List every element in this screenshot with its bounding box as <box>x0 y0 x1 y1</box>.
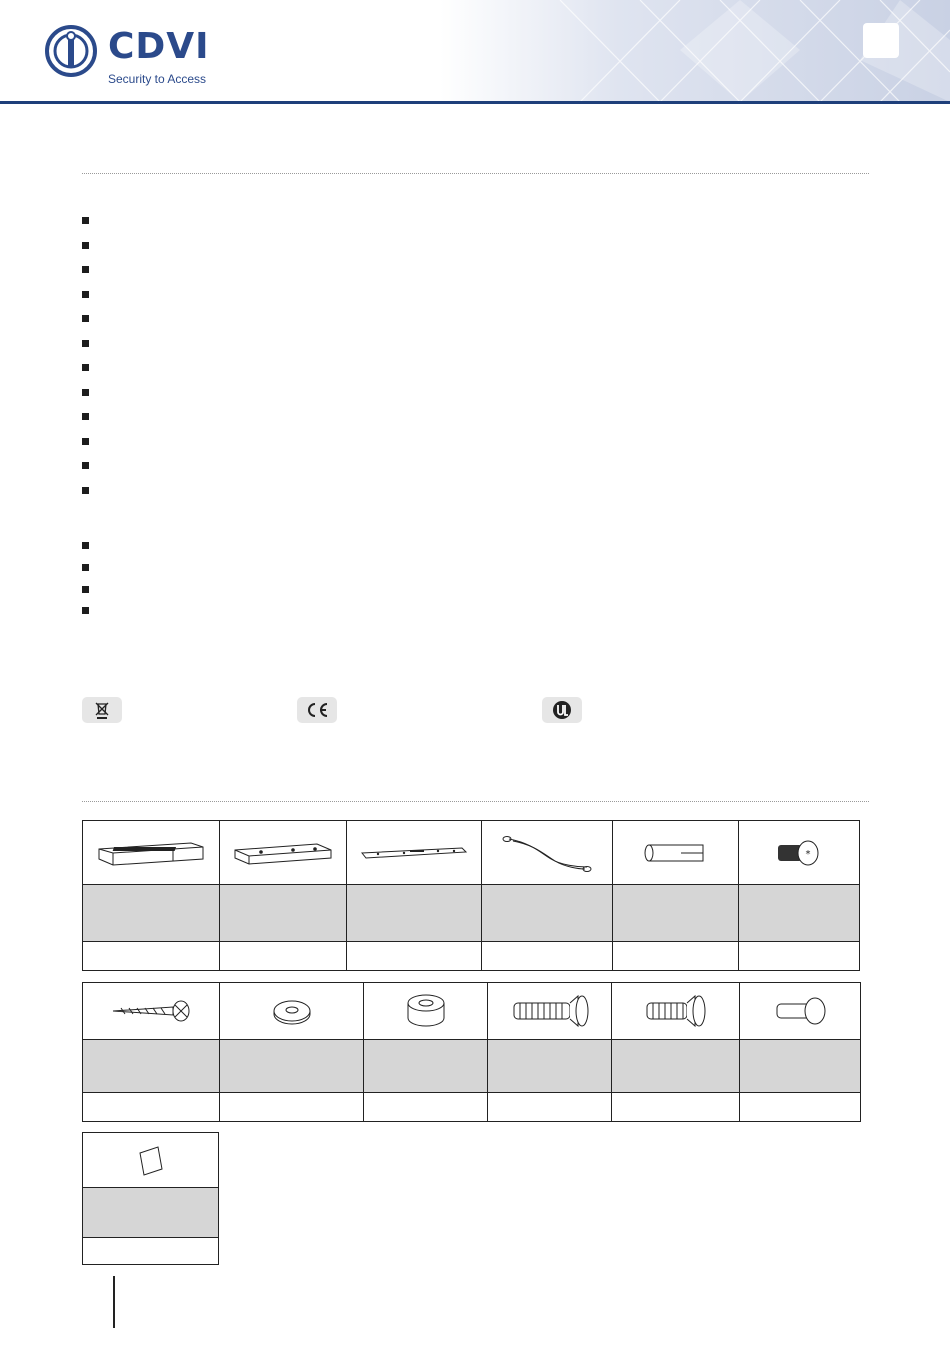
parts-label-row <box>83 1040 861 1093</box>
list-bullet <box>82 564 89 571</box>
footer-rule <box>113 1276 115 1328</box>
list-bullet <box>82 217 89 224</box>
part-cell <box>220 821 347 885</box>
part-label-cell <box>488 1040 612 1093</box>
ul-mark-icon <box>551 699 573 721</box>
list-bullet <box>82 242 89 249</box>
machine-screw-long-icon <box>508 994 592 1028</box>
list-bullet <box>82 291 89 298</box>
weee-bin-icon <box>93 700 111 720</box>
part-qty-cell <box>482 942 613 971</box>
electromagnet-lock-icon <box>95 839 207 867</box>
parts-label-row <box>83 1188 219 1238</box>
parts-qty-row <box>83 942 860 971</box>
part-qty-cell <box>612 1093 740 1122</box>
brand-wordmark: CDVI <box>108 26 210 67</box>
part-label-cell <box>347 885 482 942</box>
part-label-cell <box>83 885 220 942</box>
part-qty-cell <box>220 942 347 971</box>
list-bullet <box>82 542 89 549</box>
list-bullet <box>82 413 89 420</box>
parts-qty-row <box>83 1093 861 1122</box>
list-bullet <box>82 340 89 347</box>
roll-pin-icon <box>771 995 829 1027</box>
part-cell <box>220 983 364 1040</box>
part-cell <box>740 983 861 1040</box>
template-card-icon <box>134 1143 168 1177</box>
list-bullet <box>82 607 89 614</box>
parts-table-3 <box>82 1132 219 1265</box>
brand-tagline: Security to Access <box>108 72 207 86</box>
part-cell <box>488 983 612 1040</box>
part-label-cell <box>83 1188 219 1238</box>
part-label-cell <box>482 885 613 942</box>
part-qty-cell <box>347 942 482 971</box>
part-cell <box>83 821 220 885</box>
wood-screw-icon <box>109 999 193 1023</box>
part-cell <box>613 821 739 885</box>
part-cell <box>482 821 613 885</box>
machine-screw-short-icon <box>641 994 711 1028</box>
rubber-spacer-icon <box>404 992 448 1030</box>
ce-badge <box>297 697 337 723</box>
parts-image-row <box>83 1133 219 1188</box>
part-cell <box>347 821 482 885</box>
list-bullet <box>82 586 89 593</box>
part-label-cell <box>364 1040 488 1093</box>
part-qty-cell <box>220 1093 364 1122</box>
sex-bolt-icon <box>774 838 824 868</box>
part-qty-cell <box>739 942 860 971</box>
part-label-cell <box>220 1040 364 1093</box>
part-qty-cell <box>83 942 220 971</box>
part-cell <box>83 983 220 1040</box>
svg-text:*: * <box>805 848 811 860</box>
parts-qty-row <box>83 1238 219 1265</box>
parts-table-2 <box>82 982 861 1122</box>
washer-icon <box>270 997 314 1025</box>
cable-loop-icon <box>501 833 593 873</box>
sleeve-icon <box>641 841 711 865</box>
part-label-cell <box>739 885 860 942</box>
part-qty-cell <box>83 1093 220 1122</box>
part-qty-cell <box>364 1093 488 1122</box>
part-label-cell <box>612 1040 740 1093</box>
parts-label-row <box>83 885 860 942</box>
part-qty-cell <box>83 1238 219 1265</box>
part-label-cell <box>740 1040 861 1093</box>
part-label-cell <box>83 1040 220 1093</box>
language-tab-box <box>863 23 899 58</box>
part-qty-cell <box>613 942 739 971</box>
cdvi-logo-icon <box>44 24 100 80</box>
list-bullet <box>82 364 89 371</box>
list-bullet <box>82 389 89 396</box>
list-bullet <box>82 315 89 322</box>
list-bullet <box>82 487 89 494</box>
part-qty-cell <box>740 1093 861 1122</box>
list-bullet <box>82 462 89 469</box>
part-cell <box>612 983 740 1040</box>
part-cell <box>83 1133 219 1188</box>
parts-image-row <box>83 983 861 1040</box>
parts-table-1 <box>82 820 860 971</box>
page-header <box>0 0 950 104</box>
part-label-cell <box>613 885 739 942</box>
brand-logo <box>44 24 224 88</box>
list-bullet <box>82 266 89 273</box>
parts-image-row <box>83 821 860 885</box>
weee-badge <box>82 697 122 723</box>
part-label-cell <box>220 885 347 942</box>
armature-plate-icon <box>231 840 335 866</box>
ce-mark-icon <box>304 701 330 719</box>
ul-badge <box>542 697 582 723</box>
part-cell <box>364 983 488 1040</box>
part-qty-cell <box>488 1093 612 1122</box>
section-divider <box>82 801 869 802</box>
header-rule <box>0 101 950 104</box>
mounting-plate-icon <box>358 843 470 863</box>
part-cell <box>739 821 860 885</box>
section-divider <box>82 173 869 174</box>
list-bullet <box>82 438 89 445</box>
